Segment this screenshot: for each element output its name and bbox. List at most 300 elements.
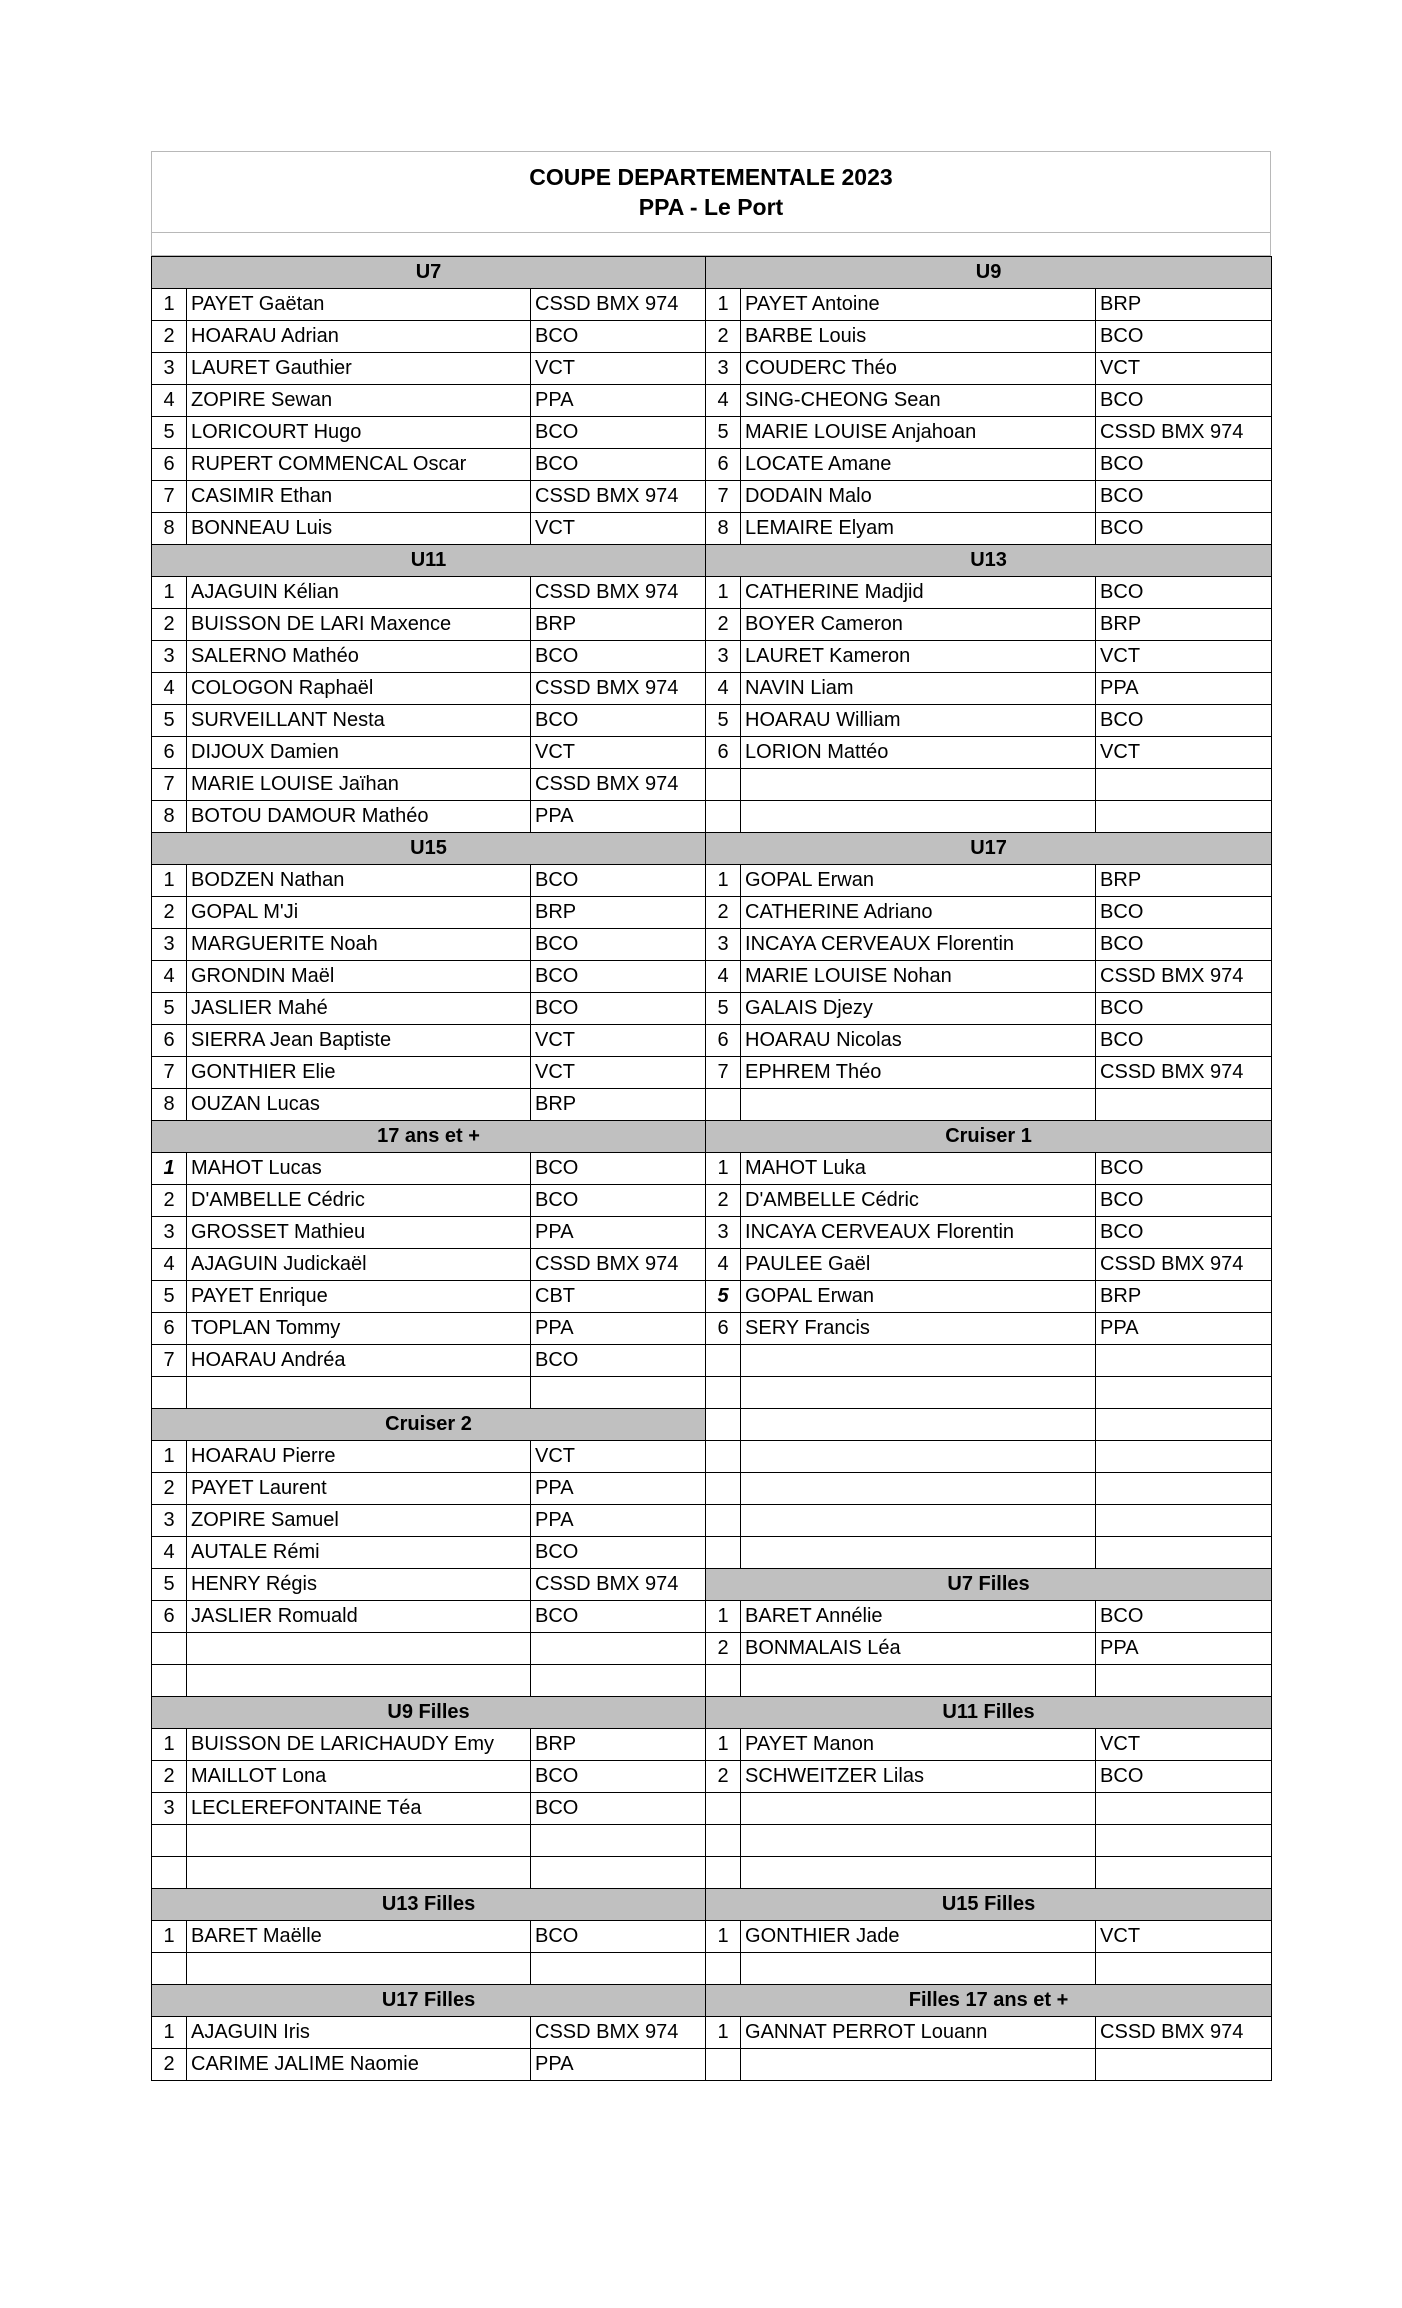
club-cell: VCT bbox=[531, 737, 706, 769]
rank-cell: 1 bbox=[152, 865, 187, 897]
club-cell: PPA bbox=[531, 385, 706, 417]
category-header: U17 bbox=[706, 833, 1272, 865]
rider-name-cell: BONMALAIS Léa bbox=[741, 1633, 1096, 1665]
rider-name-cell: D'AMBELLE Cédric bbox=[741, 1185, 1096, 1217]
club-cell: CSSD BMX 974 bbox=[531, 289, 706, 321]
rider-name-cell: GALAIS Djezy bbox=[741, 993, 1096, 1025]
rider-name-cell: GONTHIER Jade bbox=[741, 1921, 1096, 1953]
club-cell: BCO bbox=[531, 1537, 706, 1569]
club-cell: BCO bbox=[1096, 929, 1272, 961]
club-cell bbox=[1096, 1377, 1272, 1409]
rider-name-cell bbox=[741, 2049, 1096, 2081]
rider-name-cell: RUPERT COMMENCAL Oscar bbox=[187, 449, 531, 481]
rider-name-cell: BONNEAU Luis bbox=[187, 513, 531, 545]
club-cell: VCT bbox=[531, 513, 706, 545]
category-header: U7 bbox=[152, 257, 706, 289]
rider-name-cell: CATHERINE Adriano bbox=[741, 897, 1096, 929]
club-cell: VCT bbox=[1096, 641, 1272, 673]
category-header: Cruiser 2 bbox=[152, 1409, 706, 1441]
rider-name-cell bbox=[187, 1377, 531, 1409]
rider-name-cell: BARBE Louis bbox=[741, 321, 1096, 353]
club-cell: VCT bbox=[1096, 1921, 1272, 1953]
club-cell: BRP bbox=[1096, 609, 1272, 641]
club-cell: VCT bbox=[531, 1057, 706, 1089]
rank-cell: 5 bbox=[152, 705, 187, 737]
table-row bbox=[152, 1665, 1272, 1697]
rider-name-cell bbox=[187, 1857, 531, 1889]
category-header: U9 Filles bbox=[152, 1697, 706, 1729]
rider-name-cell bbox=[741, 1345, 1096, 1377]
rider-name-cell: COUDERC Théo bbox=[741, 353, 1096, 385]
table-row bbox=[152, 993, 1272, 1025]
table-row bbox=[152, 1281, 1272, 1313]
table-row bbox=[152, 865, 1272, 897]
table-row bbox=[152, 1537, 1272, 1569]
club-cell bbox=[531, 1377, 706, 1409]
club-cell bbox=[1096, 1089, 1272, 1121]
rider-name-cell: SERY Francis bbox=[741, 1313, 1096, 1345]
table-row bbox=[152, 545, 1272, 577]
club-cell: BCO bbox=[531, 1185, 706, 1217]
club-cell: PPA bbox=[1096, 673, 1272, 705]
club-cell bbox=[1096, 769, 1272, 801]
rider-name-cell: AUTALE Rémi bbox=[187, 1537, 531, 1569]
rider-name-cell: GOPAL M'Ji bbox=[187, 897, 531, 929]
club-cell: VCT bbox=[1096, 737, 1272, 769]
rank-cell: 1 bbox=[706, 1601, 741, 1633]
table-row bbox=[152, 833, 1272, 865]
rider-name-cell: D'AMBELLE Cédric bbox=[187, 1185, 531, 1217]
title-spacer bbox=[151, 232, 1271, 256]
rank-cell: 3 bbox=[152, 1793, 187, 1825]
table-row bbox=[152, 1985, 1272, 2017]
club-cell: BCO bbox=[1096, 1761, 1272, 1793]
club-cell: CSSD BMX 974 bbox=[531, 481, 706, 513]
rider-name-cell: GRONDIN Maël bbox=[187, 961, 531, 993]
rider-name-cell: BARET Maëlle bbox=[187, 1921, 531, 1953]
rider-name-cell: SIERRA Jean Baptiste bbox=[187, 1025, 531, 1057]
rider-name-cell bbox=[741, 1825, 1096, 1857]
rank-cell: 2 bbox=[706, 897, 741, 929]
club-cell: PPA bbox=[531, 1217, 706, 1249]
table-row bbox=[152, 321, 1272, 353]
club-cell bbox=[1096, 1537, 1272, 1569]
rank-cell bbox=[706, 1505, 741, 1537]
rank-cell: 6 bbox=[706, 449, 741, 481]
rider-name-cell: GOPAL Erwan bbox=[741, 1281, 1096, 1313]
rank-cell: 5 bbox=[152, 1569, 187, 1601]
rank-cell: 2 bbox=[706, 321, 741, 353]
rank-cell: 3 bbox=[706, 929, 741, 961]
rider-name-cell: OUZAN Lucas bbox=[187, 1089, 531, 1121]
rank-cell: 1 bbox=[706, 2017, 741, 2049]
table-row bbox=[152, 1921, 1272, 1953]
rank-cell: 4 bbox=[152, 1537, 187, 1569]
table-row bbox=[152, 1409, 1272, 1441]
club-cell: VCT bbox=[1096, 1729, 1272, 1761]
club-cell: CSSD BMX 974 bbox=[1096, 1057, 1272, 1089]
table-row bbox=[152, 769, 1272, 801]
rank-cell: 6 bbox=[152, 1025, 187, 1057]
rider-name-cell: GROSSET Mathieu bbox=[187, 1217, 531, 1249]
club-cell: CSSD BMX 974 bbox=[1096, 961, 1272, 993]
club-cell: VCT bbox=[1096, 353, 1272, 385]
rank-cell bbox=[706, 769, 741, 801]
rider-name-cell: HOARAU William bbox=[741, 705, 1096, 737]
club-cell bbox=[1096, 1793, 1272, 1825]
rider-name-cell: HENRY Régis bbox=[187, 1569, 531, 1601]
rider-name-cell: DIJOUX Damien bbox=[187, 737, 531, 769]
rider-name-cell bbox=[741, 1665, 1096, 1697]
rank-cell: 2 bbox=[152, 321, 187, 353]
rank-cell bbox=[706, 1089, 741, 1121]
rank-cell bbox=[706, 801, 741, 833]
rank-cell: 3 bbox=[706, 641, 741, 673]
club-cell: BCO bbox=[1096, 449, 1272, 481]
rider-name-cell bbox=[741, 1473, 1096, 1505]
rider-name-cell: SURVEILLANT Nesta bbox=[187, 705, 531, 737]
club-cell: BCO bbox=[1096, 1185, 1272, 1217]
rider-name-cell: BOTOU DAMOUR Mathéo bbox=[187, 801, 531, 833]
table-row bbox=[152, 737, 1272, 769]
club-cell bbox=[531, 1953, 706, 1985]
club-cell: PPA bbox=[531, 1505, 706, 1537]
club-cell: BCO bbox=[531, 1345, 706, 1377]
rank-cell: 2 bbox=[706, 609, 741, 641]
club-cell bbox=[1096, 1409, 1272, 1441]
table-row bbox=[152, 1121, 1272, 1153]
results-table-body bbox=[152, 257, 1272, 2081]
table-row bbox=[152, 1953, 1272, 1985]
rider-name-cell bbox=[741, 1377, 1096, 1409]
rank-cell bbox=[706, 1345, 741, 1377]
rank-cell: 7 bbox=[152, 769, 187, 801]
table-row bbox=[152, 513, 1272, 545]
rider-name-cell bbox=[741, 1089, 1096, 1121]
club-cell: BCO bbox=[1096, 385, 1272, 417]
rider-name-cell: MARIE LOUISE Anjahoan bbox=[741, 417, 1096, 449]
table-row bbox=[152, 481, 1272, 513]
club-cell: VCT bbox=[531, 1441, 706, 1473]
club-cell: BCO bbox=[1096, 1601, 1272, 1633]
rider-name-cell: BODZEN Nathan bbox=[187, 865, 531, 897]
club-cell: CSSD BMX 974 bbox=[531, 2017, 706, 2049]
rider-name-cell: ZOPIRE Sewan bbox=[187, 385, 531, 417]
rider-name-cell: LAURET Gauthier bbox=[187, 353, 531, 385]
club-cell bbox=[1096, 1953, 1272, 1985]
rank-cell: 3 bbox=[152, 353, 187, 385]
rider-name-cell: LORICOURT Hugo bbox=[187, 417, 531, 449]
table-row bbox=[152, 961, 1272, 993]
rank-cell: 2 bbox=[152, 609, 187, 641]
club-cell: VCT bbox=[531, 353, 706, 385]
event-subtitle: PPA - Le Port bbox=[638, 194, 784, 220]
rider-name-cell: HOARAU Nicolas bbox=[741, 1025, 1096, 1057]
rider-name-cell: MARIE LOUISE Jaïhan bbox=[187, 769, 531, 801]
rank-cell: 5 bbox=[706, 993, 741, 1025]
rank-cell: 2 bbox=[706, 1633, 741, 1665]
club-cell: BCO bbox=[531, 961, 706, 993]
club-cell: BRP bbox=[1096, 1281, 1272, 1313]
rank-cell: 2 bbox=[152, 1185, 187, 1217]
rider-name-cell: PAYET Enrique bbox=[187, 1281, 531, 1313]
club-cell: BCO bbox=[531, 321, 706, 353]
rank-cell: 2 bbox=[152, 1761, 187, 1793]
rank-cell: 4 bbox=[152, 385, 187, 417]
rider-name-cell: BUISSON DE LARICHAUDY Emy bbox=[187, 1729, 531, 1761]
club-cell bbox=[1096, 1441, 1272, 1473]
club-cell: CSSD BMX 974 bbox=[531, 577, 706, 609]
club-cell: BCO bbox=[531, 417, 706, 449]
rider-name-cell: LECLEREFONTAINE Téa bbox=[187, 1793, 531, 1825]
rider-name-cell: HOARAU Adrian bbox=[187, 321, 531, 353]
table-row bbox=[152, 705, 1272, 737]
club-cell: PPA bbox=[1096, 1633, 1272, 1665]
club-cell bbox=[531, 1665, 706, 1697]
club-cell: BCO bbox=[1096, 513, 1272, 545]
rank-cell: 4 bbox=[706, 673, 741, 705]
club-cell: CSSD BMX 974 bbox=[1096, 1249, 1272, 1281]
rank-cell bbox=[706, 1377, 741, 1409]
club-cell: CSSD BMX 974 bbox=[531, 769, 706, 801]
category-header: U15 Filles bbox=[706, 1889, 1272, 1921]
rank-cell: 2 bbox=[152, 1473, 187, 1505]
club-cell: BCO bbox=[531, 641, 706, 673]
table-row bbox=[152, 1825, 1272, 1857]
rider-name-cell: GOPAL Erwan bbox=[741, 865, 1096, 897]
rank-cell: 8 bbox=[152, 801, 187, 833]
club-cell: CBT bbox=[531, 1281, 706, 1313]
rider-name-cell bbox=[741, 801, 1096, 833]
club-cell: BCO bbox=[1096, 481, 1272, 513]
rank-cell: 6 bbox=[706, 737, 741, 769]
table-row bbox=[152, 257, 1272, 289]
rider-name-cell: HOARAU Andréa bbox=[187, 1345, 531, 1377]
table-row bbox=[152, 2017, 1272, 2049]
club-cell: BCO bbox=[1096, 993, 1272, 1025]
table-row bbox=[152, 353, 1272, 385]
table-row bbox=[152, 801, 1272, 833]
table-row bbox=[152, 1697, 1272, 1729]
table-row bbox=[152, 449, 1272, 481]
club-cell: PPA bbox=[531, 1313, 706, 1345]
rank-cell bbox=[706, 1441, 741, 1473]
category-header: U13 Filles bbox=[152, 1889, 706, 1921]
rider-name-cell: NAVIN Liam bbox=[741, 673, 1096, 705]
rider-name-cell: PAYET Laurent bbox=[187, 1473, 531, 1505]
club-cell: BRP bbox=[531, 1729, 706, 1761]
club-cell: BRP bbox=[531, 1089, 706, 1121]
rank-cell: 3 bbox=[706, 353, 741, 385]
club-cell: BCO bbox=[531, 705, 706, 737]
table-row bbox=[152, 289, 1272, 321]
rank-cell: 2 bbox=[152, 2049, 187, 2081]
rank-cell bbox=[152, 1857, 187, 1889]
rider-name-cell: LAURET Kameron bbox=[741, 641, 1096, 673]
results-table bbox=[151, 256, 1272, 2081]
club-cell: BRP bbox=[1096, 289, 1272, 321]
category-header: U11 Filles bbox=[706, 1697, 1272, 1729]
table-row bbox=[152, 1185, 1272, 1217]
rider-name-cell bbox=[741, 1505, 1096, 1537]
rank-cell: 7 bbox=[152, 1057, 187, 1089]
rank-cell bbox=[706, 2049, 741, 2081]
club-cell: BRP bbox=[531, 609, 706, 641]
club-cell bbox=[1096, 2049, 1272, 2081]
club-cell: CSSD BMX 974 bbox=[531, 1249, 706, 1281]
rider-name-cell: AJAGUIN Iris bbox=[187, 2017, 531, 2049]
table-row bbox=[152, 929, 1272, 961]
rank-cell bbox=[706, 1857, 741, 1889]
club-cell bbox=[1096, 1473, 1272, 1505]
club-cell: BCO bbox=[531, 1601, 706, 1633]
rank-cell bbox=[706, 1537, 741, 1569]
rider-name-cell: BARET Annélie bbox=[741, 1601, 1096, 1633]
club-cell: BCO bbox=[531, 1793, 706, 1825]
rider-name-cell: SCHWEITZER Lilas bbox=[741, 1761, 1096, 1793]
club-cell: BCO bbox=[1096, 1153, 1272, 1185]
rank-cell: 5 bbox=[152, 1281, 187, 1313]
rank-cell: 2 bbox=[706, 1185, 741, 1217]
club-cell: BCO bbox=[1096, 321, 1272, 353]
rank-cell: 4 bbox=[706, 961, 741, 993]
rider-name-cell: ZOPIRE Samuel bbox=[187, 1505, 531, 1537]
rank-cell: 5 bbox=[706, 705, 741, 737]
rider-name-cell: LORION Mattéo bbox=[741, 737, 1096, 769]
club-cell: BCO bbox=[531, 929, 706, 961]
category-header: U17 Filles bbox=[152, 1985, 706, 2017]
rider-name-cell bbox=[741, 1857, 1096, 1889]
rank-cell: 1 bbox=[706, 1729, 741, 1761]
category-header: U13 bbox=[706, 545, 1272, 577]
rank-cell: 1 bbox=[152, 1153, 187, 1185]
rank-cell: 5 bbox=[152, 417, 187, 449]
rank-cell: 4 bbox=[152, 961, 187, 993]
table-row bbox=[152, 1249, 1272, 1281]
table-row bbox=[152, 1761, 1272, 1793]
rank-cell: 1 bbox=[152, 1729, 187, 1761]
rank-cell: 7 bbox=[152, 481, 187, 513]
table-row bbox=[152, 1377, 1272, 1409]
rank-cell bbox=[152, 1633, 187, 1665]
club-cell: PPA bbox=[531, 2049, 706, 2081]
rider-name-cell bbox=[741, 1537, 1096, 1569]
rider-name-cell: MAILLOT Lona bbox=[187, 1761, 531, 1793]
rank-cell: 1 bbox=[706, 289, 741, 321]
rank-cell: 1 bbox=[152, 1921, 187, 1953]
rider-name-cell bbox=[741, 1953, 1096, 1985]
rank-cell: 1 bbox=[152, 2017, 187, 2049]
club-cell: BCO bbox=[531, 993, 706, 1025]
rider-name-cell: LEMAIRE Elyam bbox=[741, 513, 1096, 545]
club-cell bbox=[531, 1857, 706, 1889]
club-cell: BCO bbox=[1096, 1217, 1272, 1249]
rider-name-cell: MARGUERITE Noah bbox=[187, 929, 531, 961]
rank-cell bbox=[706, 1473, 741, 1505]
club-cell: PPA bbox=[1096, 1313, 1272, 1345]
rank-cell bbox=[706, 1409, 741, 1441]
rider-name-cell: EPHREM Théo bbox=[741, 1057, 1096, 1089]
club-cell: BRP bbox=[1096, 865, 1272, 897]
category-header: U11 bbox=[152, 545, 706, 577]
rank-cell: 1 bbox=[706, 865, 741, 897]
rank-cell: 6 bbox=[706, 1313, 741, 1345]
rider-name-cell: JASLIER Romuald bbox=[187, 1601, 531, 1633]
rank-cell: 8 bbox=[152, 1089, 187, 1121]
rank-cell: 7 bbox=[152, 1345, 187, 1377]
rank-cell: 6 bbox=[152, 1601, 187, 1633]
rider-name-cell: CASIMIR Ethan bbox=[187, 481, 531, 513]
rider-name-cell: CARIME JALIME Naomie bbox=[187, 2049, 531, 2081]
rider-name-cell: PAULEE Gaël bbox=[741, 1249, 1096, 1281]
rider-name-cell bbox=[741, 1409, 1096, 1441]
club-cell: PPA bbox=[531, 1473, 706, 1505]
rider-name-cell bbox=[187, 1665, 531, 1697]
rank-cell: 3 bbox=[152, 929, 187, 961]
rider-name-cell bbox=[187, 1825, 531, 1857]
table-row bbox=[152, 673, 1272, 705]
rider-name-cell: TOPLAN Tommy bbox=[187, 1313, 531, 1345]
category-header: U7 Filles bbox=[706, 1569, 1272, 1601]
category-header: Filles 17 ans et + bbox=[706, 1985, 1272, 2017]
club-cell: BCO bbox=[531, 449, 706, 481]
table-row bbox=[152, 1793, 1272, 1825]
club-cell bbox=[531, 1825, 706, 1857]
rank-cell: 3 bbox=[152, 1505, 187, 1537]
club-cell bbox=[1096, 1825, 1272, 1857]
club-cell: BCO bbox=[1096, 577, 1272, 609]
table-row bbox=[152, 1441, 1272, 1473]
rank-cell: 7 bbox=[706, 481, 741, 513]
rider-name-cell: GANNAT PERROT Louann bbox=[741, 2017, 1096, 2049]
rider-name-cell: MAHOT Luka bbox=[741, 1153, 1096, 1185]
club-cell: BCO bbox=[531, 865, 706, 897]
rank-cell: 4 bbox=[152, 673, 187, 705]
rank-cell: 3 bbox=[152, 1217, 187, 1249]
club-cell: CSSD BMX 974 bbox=[531, 1569, 706, 1601]
rider-name-cell: AJAGUIN Judickaël bbox=[187, 1249, 531, 1281]
table-row bbox=[152, 1057, 1272, 1089]
rank-cell: 4 bbox=[706, 385, 741, 417]
table-row bbox=[152, 577, 1272, 609]
category-header: Cruiser 1 bbox=[706, 1121, 1272, 1153]
rank-cell: 4 bbox=[152, 1249, 187, 1281]
rank-cell: 1 bbox=[152, 289, 187, 321]
rank-cell bbox=[706, 1825, 741, 1857]
rider-name-cell bbox=[187, 1633, 531, 1665]
rank-cell: 5 bbox=[152, 993, 187, 1025]
rank-cell: 6 bbox=[706, 1025, 741, 1057]
rank-cell bbox=[706, 1793, 741, 1825]
rank-cell: 1 bbox=[706, 1921, 741, 1953]
rank-cell: 6 bbox=[152, 737, 187, 769]
club-cell: CSSD BMX 974 bbox=[1096, 417, 1272, 449]
rank-cell bbox=[706, 1953, 741, 1985]
club-cell: CSSD BMX 974 bbox=[531, 673, 706, 705]
title-block bbox=[151, 151, 1271, 232]
rider-name-cell: AJAGUIN Kélian bbox=[187, 577, 531, 609]
rank-cell: 5 bbox=[706, 1281, 741, 1313]
club-cell: BRP bbox=[531, 897, 706, 929]
table-row bbox=[152, 1313, 1272, 1345]
club-cell: PPA bbox=[531, 801, 706, 833]
rank-cell: 8 bbox=[706, 513, 741, 545]
club-cell bbox=[1096, 1665, 1272, 1697]
results-document bbox=[151, 151, 1271, 2081]
table-row bbox=[152, 1473, 1272, 1505]
category-header: U15 bbox=[152, 833, 706, 865]
rider-name-cell: PAYET Manon bbox=[741, 1729, 1096, 1761]
